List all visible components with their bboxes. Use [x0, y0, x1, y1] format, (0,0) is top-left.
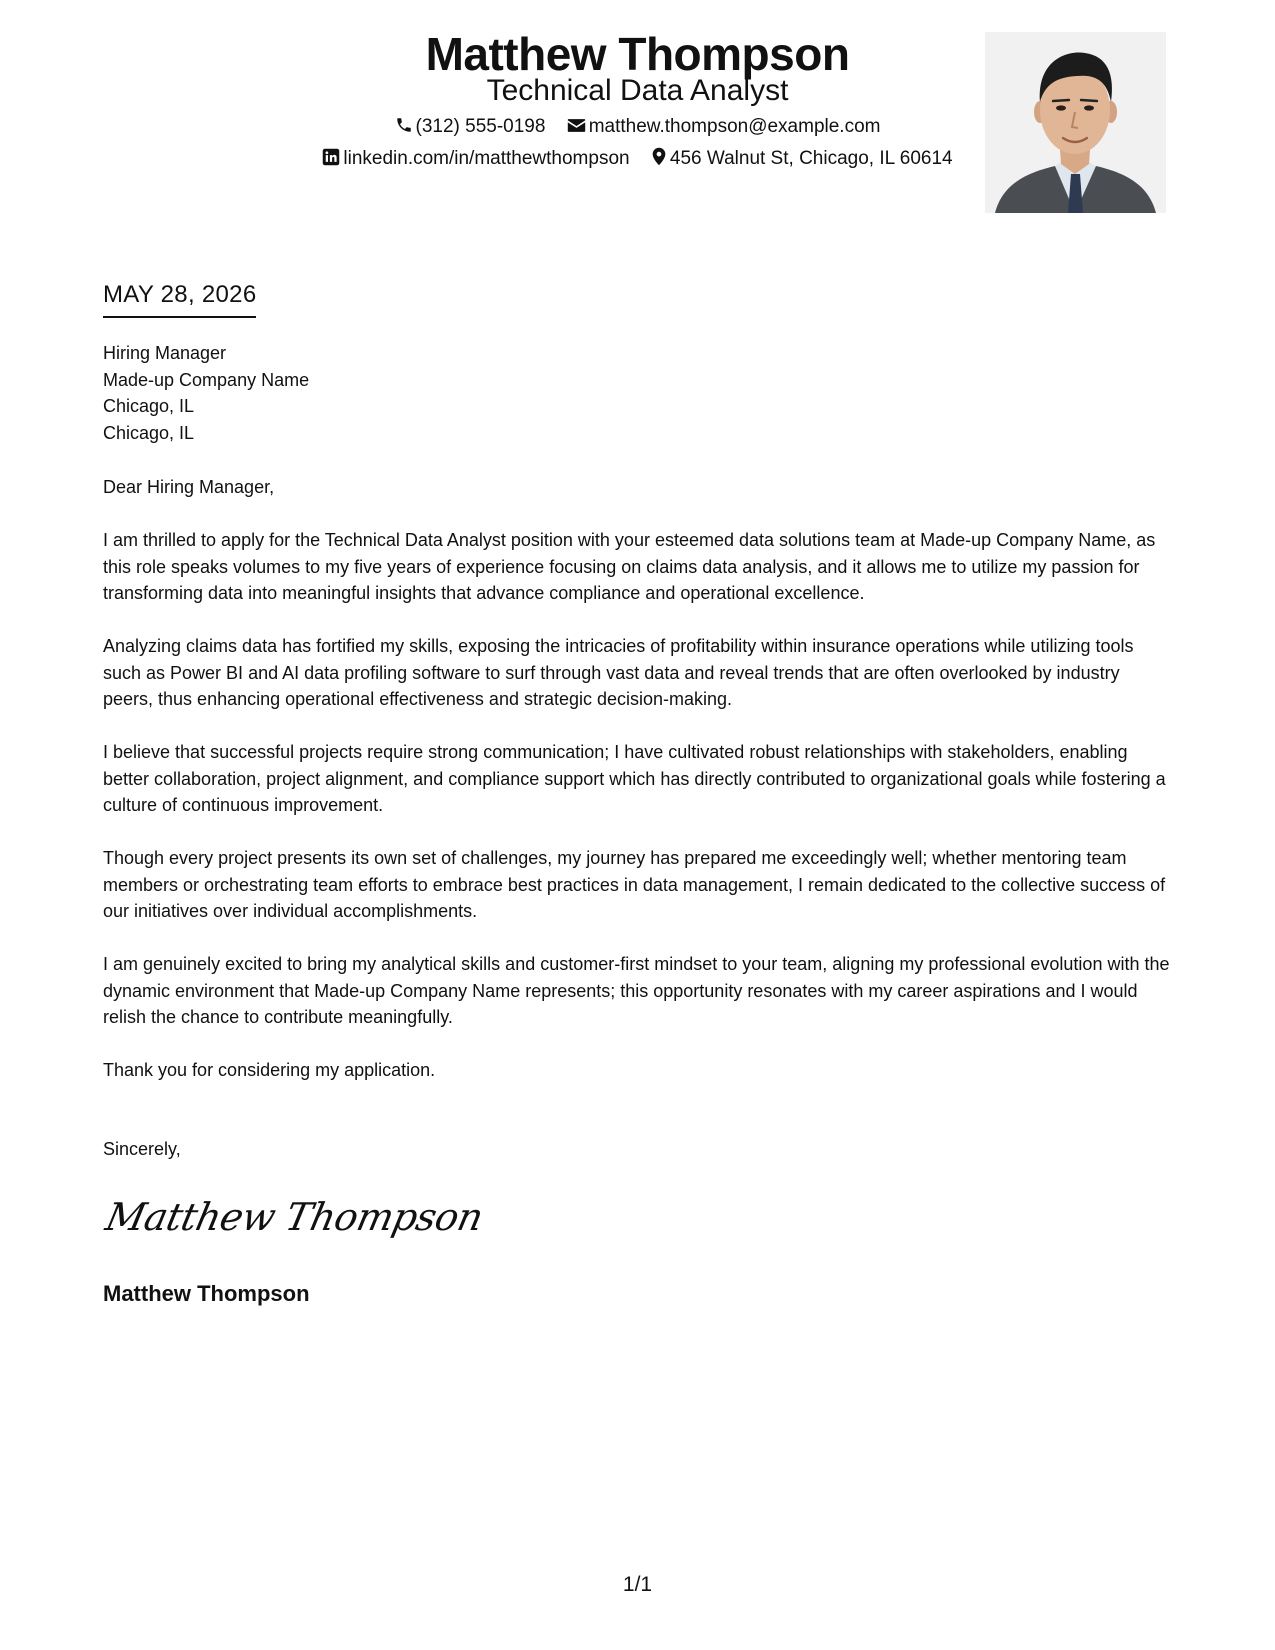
closing-thanks: Thank you for considering my application. [103, 1060, 436, 1080]
recipient-line: Chicago, IL [103, 422, 195, 443]
profile-photo [985, 32, 1166, 213]
linkedin-icon [322, 148, 340, 166]
letter-header [0, 18, 1275, 218]
email-text: matthew.thompson@example.com [588, 116, 881, 137]
envelope-icon [567, 117, 586, 134]
page-number: 1/1 [622, 1573, 653, 1596]
contact-address [651, 146, 953, 172]
closing-salutation: Sincerely, [103, 1139, 181, 1159]
recipient-block [103, 340, 309, 446]
body-paragraph: Analyzing claims data has fortified my skills, exposing the intricacies of profitability within insurance operations while utilizing tools such as Power BI and AI data profiling software to surf through vast data and reveal trends that are often overlooked by industry peers, thus enhancing operational effectiveness and strategic decision-making. [103, 636, 1134, 709]
phone-icon [395, 116, 413, 134]
recipient-line: Chicago, IL [103, 396, 195, 416]
recipient-line: Hiring Manager [103, 343, 227, 363]
applicant-name: Matthew Thompson [425, 28, 850, 80]
salutation: Dear Hiring Manager, [103, 477, 275, 497]
address-text: 456 Walnut St, Chicago, IL 60614 [669, 148, 953, 169]
contact-phone [395, 114, 546, 140]
body-paragraph: I am genuinely excited to bring my analytical skills and customer-first mindset to your team, aligning my professional evolution with the dynamic environment that Made-up Company Name represents; this opportunity resonates with my career aspirations and I would relish the chance to contribute meaningfully. [103, 954, 1170, 1027]
signer-name: Matthew Thompson [103, 1281, 310, 1306]
contact-email [567, 114, 881, 140]
body-paragraph: Though every project presents its own set of challenges, my journey has prepared me exceedingly well; whether mentoring team members or orchestrating team efforts to embrace best practices in data management, I remain dedicated to the collective success of our initiatives over individual accomplishments. [103, 848, 1166, 921]
body-paragraph: I believe that successful projects require strong communication; I have cultivated robust relationships with stakeholders, enabling better collaboration, project alignment, and compliance support which has directly contributed to organizational goals while fostering a culture of continuous improvement. [103, 742, 1166, 815]
letter-date: MAY 28, 2026 [103, 280, 256, 318]
map-pin-icon [651, 147, 667, 166]
recipient-line: Made-up Company Name [103, 369, 310, 390]
phone-text: (312) 555-0198 [415, 116, 546, 137]
applicant-title: Technical Data Analyst [486, 74, 789, 107]
body-paragraph: I am thrilled to apply for the Technical Data Analyst position with your esteemed data solutions team at Made-up Company Name, as this role speaks volumes to my five years of experience focusing on claims data analysis, and it allows me to utilize my passion for transforming data into meaningful insights that advance compliance and operational excellence. [103, 530, 1156, 603]
contact-linkedin [322, 146, 629, 172]
linkedin-text: linkedin.com/in/matthewthompson [343, 148, 630, 169]
handwritten-signature: Matthew Thompson [101, 1195, 487, 1239]
